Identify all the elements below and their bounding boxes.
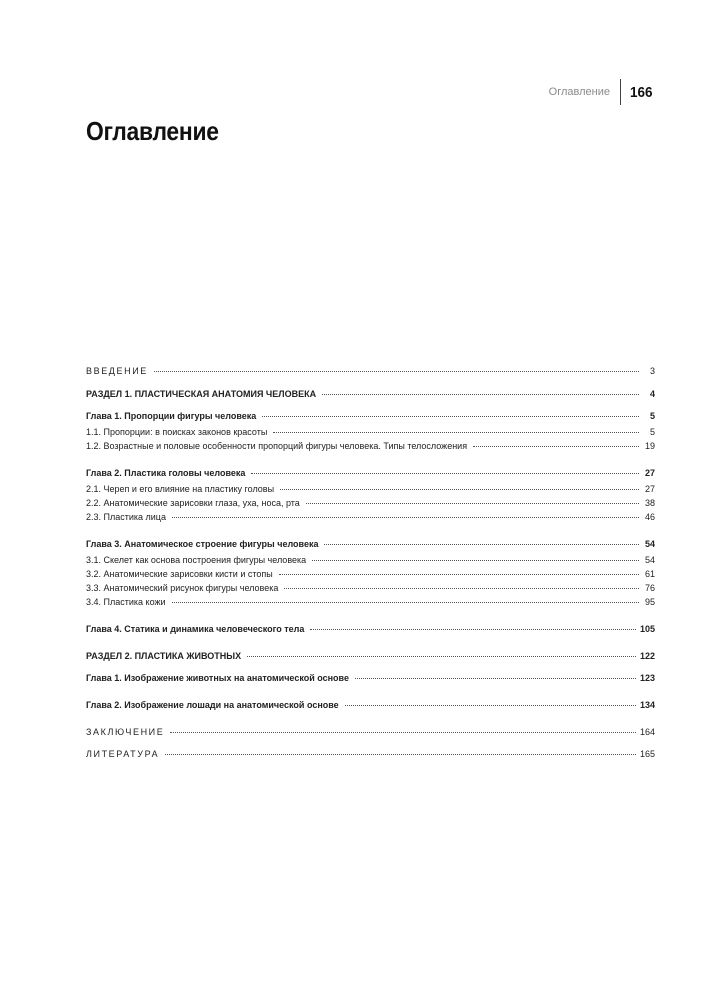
- toc-entry-chapter-2[interactable]: [86, 466, 655, 480]
- running-title: Оглавление: [548, 86, 610, 98]
- dot-leader: [280, 489, 639, 490]
- toc-entry-page: 95: [644, 597, 655, 607]
- toc-entry-label: 3.4. Пластика кожи: [86, 597, 166, 607]
- toc-entry-page: 38: [644, 498, 655, 508]
- toc-entry-2-1[interactable]: [86, 482, 655, 496]
- toc-entry-label: РАЗДЕЛ 1. ПЛАСТИЧЕСКАЯ АНАТОМИЯ ЧЕЛОВЕКА: [86, 389, 317, 399]
- toc-entry-label: ЗАКЛЮЧЕНИЕ: [86, 727, 165, 737]
- toc-entry-1-2[interactable]: [86, 439, 655, 453]
- toc-entry-page: 122: [639, 651, 655, 661]
- toc-entry-label: 2.3. Пластика лица: [86, 512, 166, 522]
- dot-leader: [251, 473, 639, 474]
- toc-entry-page: 27: [644, 468, 655, 478]
- toc-entry-2-2[interactable]: [86, 496, 655, 510]
- dot-leader: [312, 560, 639, 561]
- toc-entry-conclusion[interactable]: [86, 725, 655, 739]
- dot-leader: [306, 503, 639, 504]
- dot-leader: [262, 416, 639, 417]
- toc-entry-label: Глава 1. Изображение животных на анатомической основе: [86, 673, 349, 683]
- toc-entry-label: Глава 2. Изображение лошади на анатомической основе: [86, 700, 339, 710]
- toc-entry-3-3[interactable]: [86, 581, 655, 595]
- toc-entry-label: 2.1. Череп и его влияние на пластику головы: [86, 484, 275, 494]
- dot-leader: [322, 394, 639, 395]
- toc-entry-chapter-4[interactable]: [86, 622, 655, 636]
- toc-entry-page: 4: [649, 389, 655, 399]
- toc-entry-page: 27: [644, 484, 655, 494]
- dot-leader: [154, 371, 639, 372]
- toc-entry-1-1[interactable]: [86, 425, 655, 439]
- dot-leader: [247, 656, 636, 657]
- page-title: Оглавление: [86, 116, 219, 146]
- toc-entry-page: 123: [639, 673, 655, 683]
- toc-entry-page: 164: [639, 727, 655, 737]
- toc-entry-label: 3.3. Анатомический рисунок фигуры человека: [86, 583, 279, 593]
- dot-leader: [279, 574, 639, 575]
- toc-entry-page: 46: [644, 512, 655, 522]
- toc-entry-page: 61: [644, 569, 655, 579]
- toc-entry-literature[interactable]: [86, 747, 655, 761]
- dot-leader: [165, 754, 636, 755]
- dot-leader: [170, 732, 636, 733]
- toc-entry-section-2[interactable]: [86, 649, 655, 663]
- toc-entry-label: Глава 4. Статика и динамика человеческого тела: [86, 624, 305, 634]
- toc-entry-page: 5: [649, 411, 655, 421]
- dot-leader: [273, 432, 639, 433]
- page-number: 166: [629, 83, 653, 101]
- toc-entry-page: 54: [644, 539, 655, 549]
- toc-entry-label: ВВЕДЕНИЕ: [86, 366, 148, 376]
- toc-entry-page: 5: [649, 427, 655, 437]
- toc-entry-chapter-1[interactable]: [86, 409, 655, 423]
- table-of-contents: [86, 364, 655, 761]
- toc-entry-page: 19: [644, 441, 655, 451]
- toc-entry-label: Глава 2. Пластика головы человека: [86, 468, 246, 478]
- toc-entry-page: 105: [639, 624, 655, 634]
- toc-entry-page: 76: [644, 583, 655, 593]
- toc-entry-label: 3.1. Скелет как основа построения фигуры человека: [86, 555, 307, 565]
- toc-entry-3-2[interactable]: [86, 567, 655, 581]
- toc-entry-3-1[interactable]: [86, 553, 655, 567]
- toc-entry-page: 134: [639, 700, 655, 710]
- toc-entry-intro[interactable]: [86, 364, 655, 378]
- toc-entry-page: 3: [649, 366, 655, 376]
- header-divider: [620, 79, 621, 105]
- dot-leader: [284, 588, 639, 589]
- toc-entry-3-4[interactable]: [86, 595, 655, 609]
- toc-entry-page: 165: [639, 749, 655, 759]
- toc-entry-label: Глава 1. Пропорции фигуры человека: [86, 411, 257, 421]
- dot-leader: [172, 517, 639, 518]
- toc-entry-chapter-3[interactable]: [86, 537, 655, 551]
- toc-entry-section-1[interactable]: [86, 387, 655, 401]
- toc-entry-2-3[interactable]: [86, 510, 655, 524]
- dot-leader: [473, 446, 639, 447]
- toc-entry-label: 1.2. Возрастные и половые особенности пропорций фигуры человека. Типы телосложения: [86, 441, 468, 451]
- dot-leader: [355, 678, 636, 679]
- dot-leader: [172, 602, 639, 603]
- toc-entry-label: 3.2. Анатомические зарисовки кисти и стопы: [86, 569, 273, 579]
- toc-entry-label: 1.1. Пропорции: в поисках законов красоты: [86, 427, 268, 437]
- dot-leader: [324, 544, 639, 545]
- toc-entry-page: 54: [644, 555, 655, 565]
- toc-entry-section-2-chapter-2[interactable]: [86, 698, 655, 712]
- dot-leader: [345, 705, 636, 706]
- toc-entry-label: ЛИТЕРАТУРА: [86, 749, 160, 759]
- dot-leader: [310, 629, 636, 630]
- running-header: [549, 80, 655, 104]
- toc-entry-section-2-chapter-1[interactable]: [86, 671, 655, 685]
- toc-entry-label: Глава 3. Анатомическое строение фигуры человека: [86, 539, 319, 549]
- toc-entry-label: РАЗДЕЛ 2. ПЛАСТИКА ЖИВОТНЫХ: [86, 651, 242, 661]
- toc-entry-label: 2.2. Анатомические зарисовки глаза, уха, носа, рта: [86, 498, 300, 508]
